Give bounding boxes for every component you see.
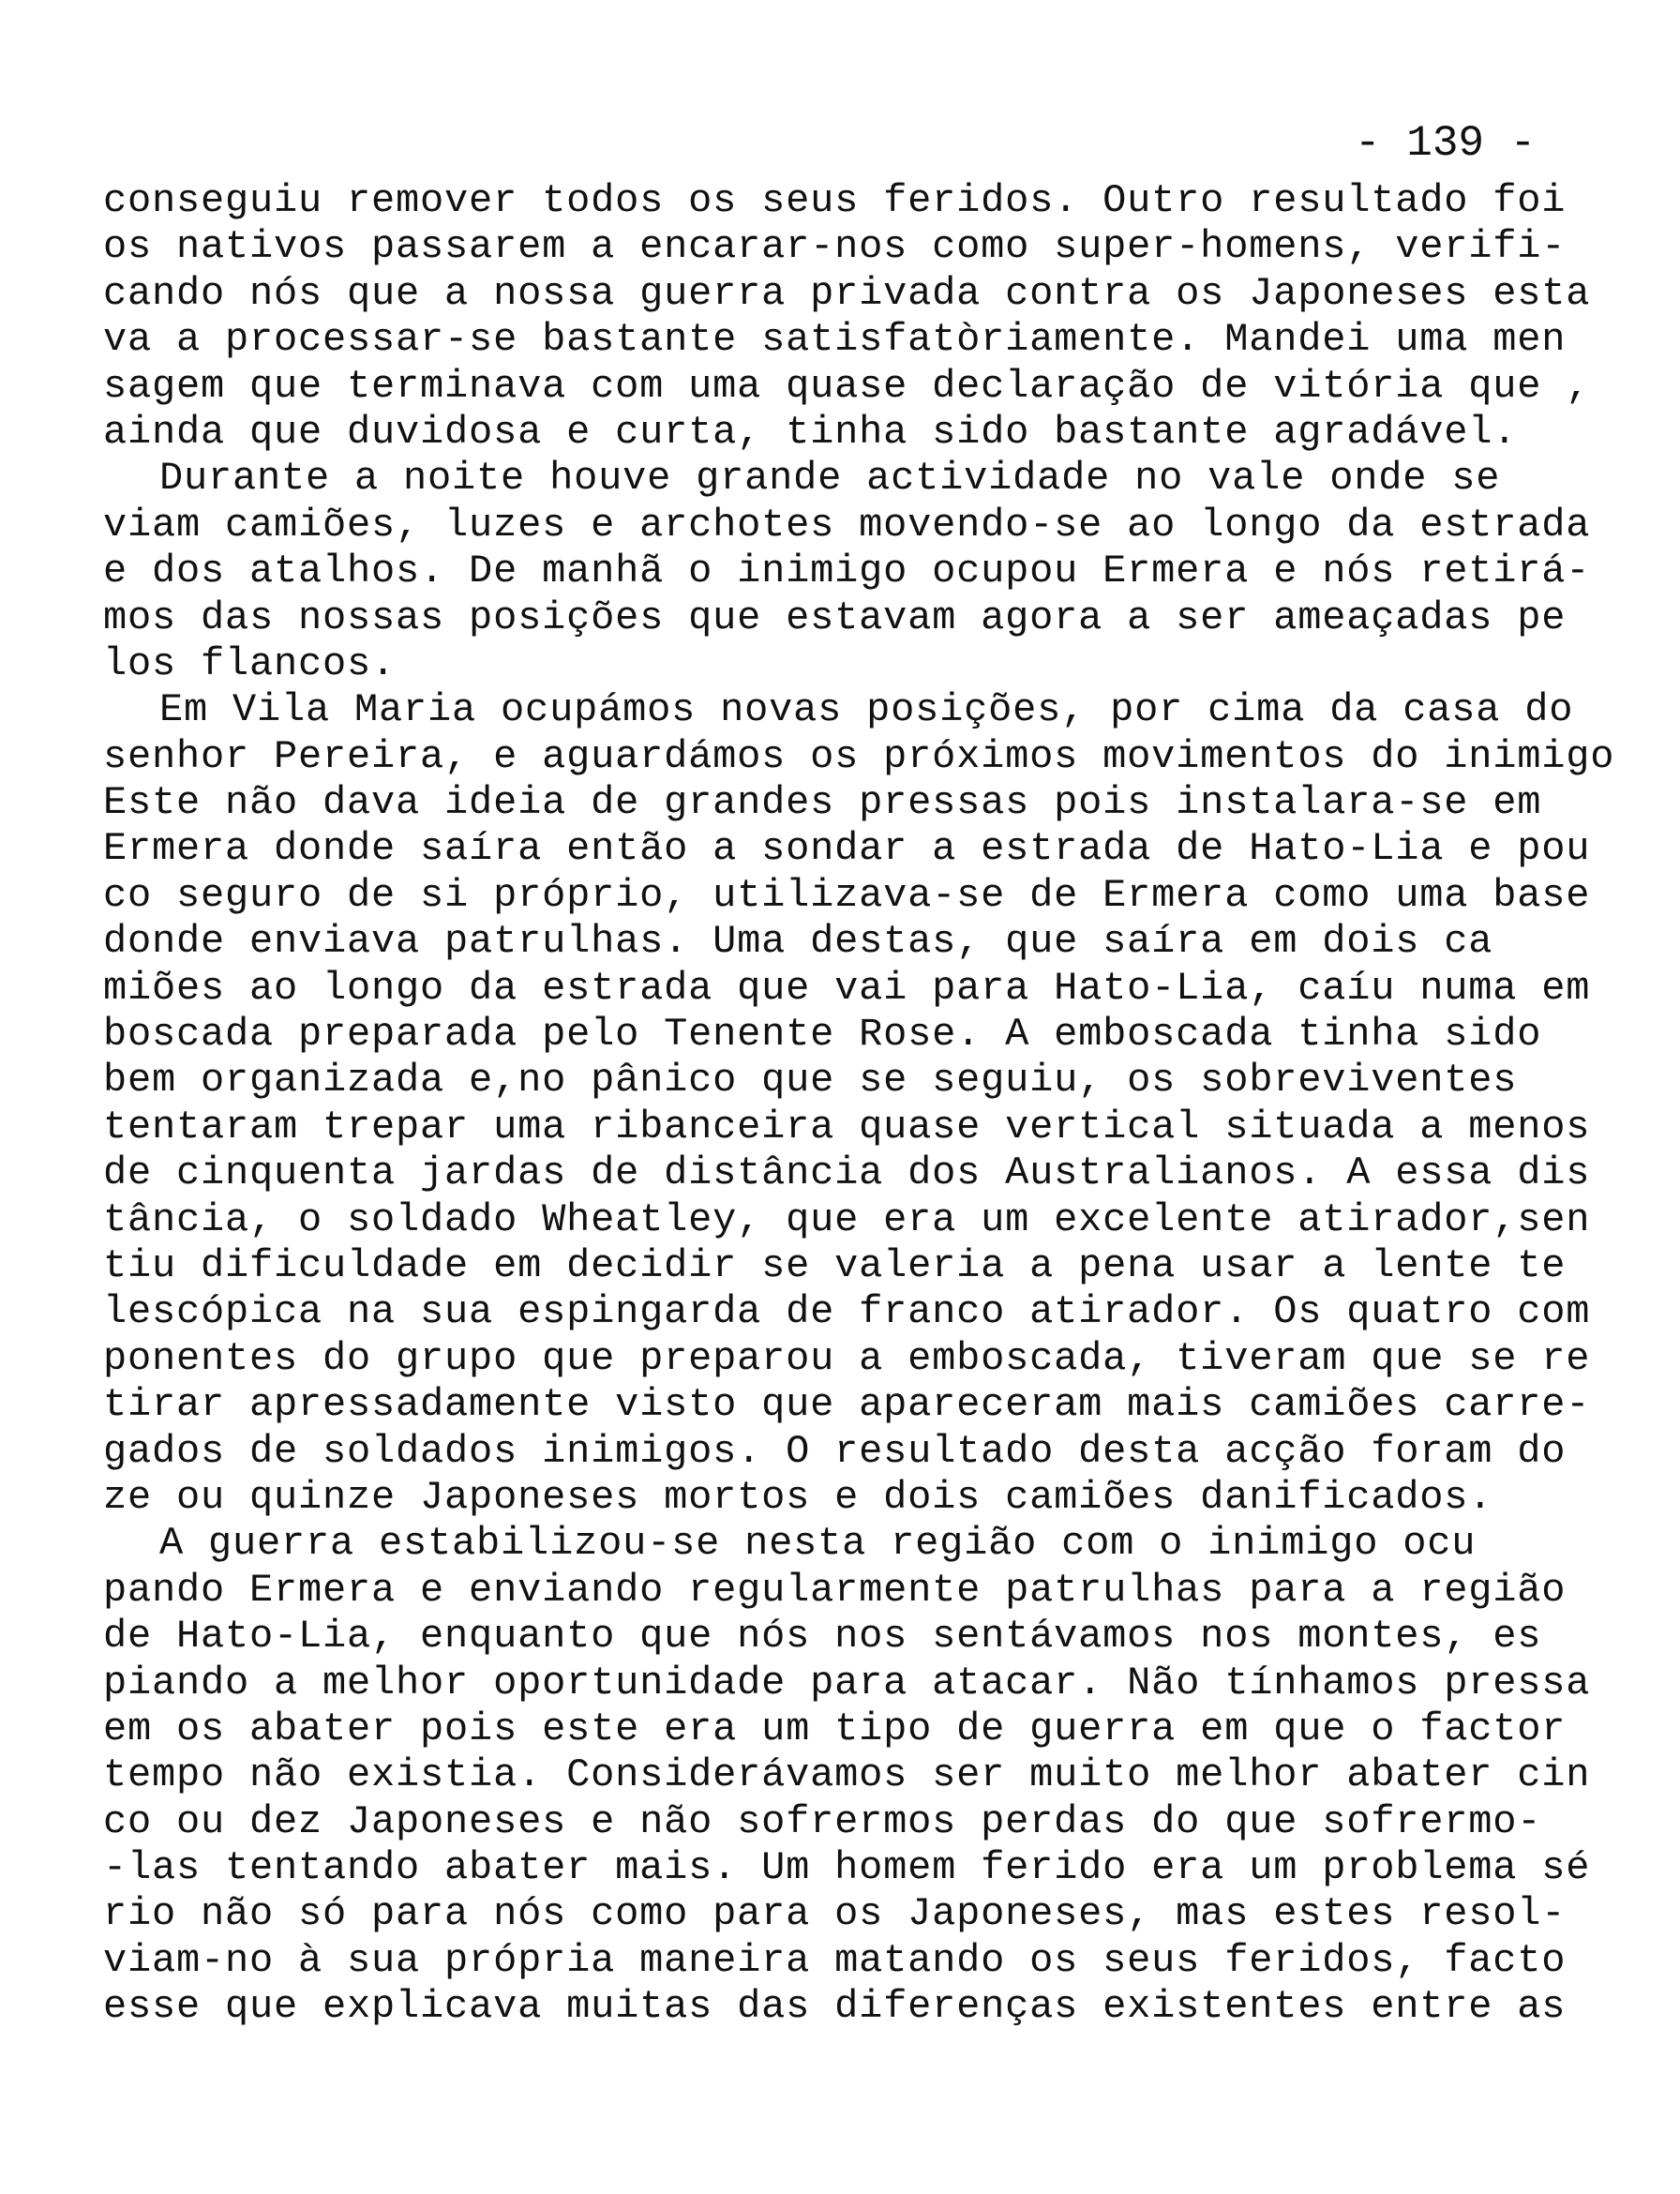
text-line: Em Vila Maria ocupámos novas posições, por cima da casa do: [159, 687, 1574, 733]
text-line: em os abater pois este era um tipo de guerra em que o factor: [103, 1706, 1567, 1751]
text-line: tância, o soldado Wheatley, que era um excelente atirador,sen: [103, 1196, 1591, 1242]
text-line: senhor Pereira, e aguardámos os próximos movimentos do inimigo: [103, 733, 1615, 779]
text-line: Este não dava ideia de grandes pressas pois instalara-se em: [103, 780, 1542, 826]
text-line: viam camiões, luzes e archotes movendo-se ao longo da estrada: [103, 502, 1591, 548]
text-line: ze ou quinze Japoneses mortos e dois camiões danificados.: [103, 1474, 1493, 1520]
text-line: rio não só para nós como para os Japoneses, mas estes resol-: [103, 1891, 1567, 1937]
text-line: co seguro de si próprio, utilizava-se de Ermera como uma base: [103, 872, 1591, 918]
text-line: de Hato-Lia, enquanto que nós nos sentávamos nos montes, es: [103, 1614, 1542, 1660]
text-line: sagem que terminava com uma quase declaração de vitória que ,: [103, 363, 1591, 409]
text-line: tirar apressadamente visto que apareceram mais camiões carre-: [103, 1382, 1591, 1428]
text-line: Ermera donde saíra então a sondar a estrada de Hato-Lia e pou: [103, 826, 1591, 872]
text-line: bem organizada e,no pânico que se seguiu, os sobreviventes: [103, 1058, 1518, 1104]
text-line: boscada preparada pelo Tenente Rose. A emboscada tinha sido: [103, 1012, 1542, 1058]
text-line: conseguiu remover todos os seus feridos. Outro resultado foi: [103, 178, 1567, 223]
text-line: va a processar-se bastante satisfatòriamente. Mandei uma men: [103, 317, 1567, 363]
text-line: gados de soldados inimigos. O resultado desta acção foram do: [103, 1428, 1567, 1474]
text-line: ponentes do grupo que preparou a emboscada, tiveram que se re: [103, 1335, 1591, 1381]
text-line: e dos atalhos. De manhã o inimigo ocupou Ermera e nós retirá-: [103, 548, 1591, 594]
text-line: co ou dez Japoneses e não sofrermos perdas do que sofrermo-: [103, 1798, 1542, 1844]
text-line: de cinquenta jardas de distância dos Australianos. A essa dis: [103, 1150, 1591, 1196]
text-line: -las tentando abater mais. Um homem ferido era um problema sé: [103, 1845, 1591, 1891]
text-line: Durante a noite houve grande actividade no vale onde se: [159, 456, 1501, 502]
text-line: lescópica na sua espingarda de franco atirador. Os quatro com: [103, 1289, 1591, 1335]
text-line: tentaram trepar uma ribanceira quase vertical situada a menos: [103, 1104, 1591, 1150]
text-line: esse que explicava muitas das diferenças existentes entre as: [103, 1984, 1567, 2030]
text-line: viam-no à sua própria maneira matando os seus feridos, facto: [103, 1937, 1567, 1983]
text-line: cando nós que a nossa guerra privada contra os Japoneses esta: [103, 270, 1591, 316]
text-line: os nativos passarem a encarar-nos como super-homens, verifi-: [103, 224, 1567, 270]
body-text: [103, 178, 1615, 2031]
text-line: A guerra estabilizou-se nesta região com o inimigo ocu: [159, 1521, 1477, 1567]
text-line: mos das nossas posições que estavam agora a ser ameaçadas pe: [103, 594, 1567, 640]
text-line: tempo não existia. Considerávamos ser muito melhor abater cin: [103, 1752, 1591, 1798]
text-line: donde enviava patrulhas. Uma destas, que saíra em dois ca: [103, 919, 1493, 965]
text-line: tiu dificuldade em decidir se valeria a pena usar a lente te: [103, 1242, 1567, 1288]
text-line: ainda que duvidosa e curta, tinha sido bastante agradável.: [103, 409, 1518, 455]
text-line: miões ao longo da estrada que vai para Hato-Lia, caíu numa em: [103, 965, 1591, 1011]
text-line: pando Ermera e enviando regularmente patrulhas para a região: [103, 1567, 1567, 1613]
text-line: piando a melhor oportunidade para atacar. Não tínhamos pressa: [103, 1660, 1591, 1706]
text-line: los flancos.: [103, 640, 397, 686]
page-number: - 139 -: [1355, 119, 1537, 168]
